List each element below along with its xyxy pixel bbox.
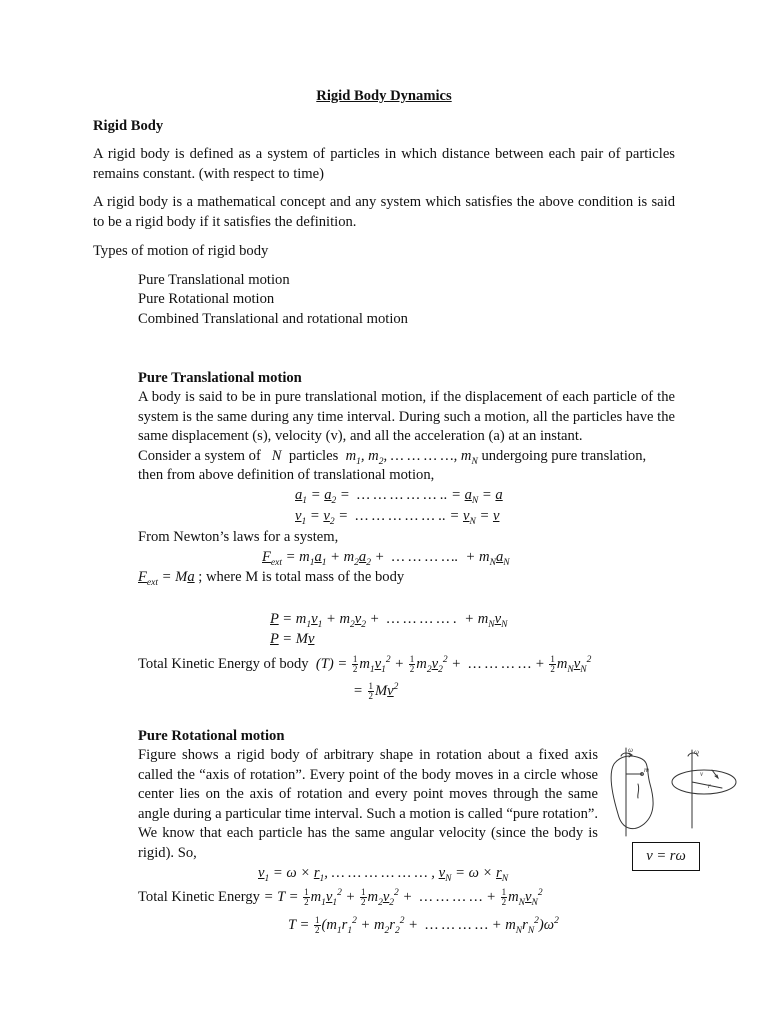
formula-box: v = rω — [632, 842, 700, 871]
equation-momentum-total: P = Mv — [270, 631, 315, 647]
paragraph-definition: A rigid body is defined as a system of particles in which distance between each pair of particles remains constant. (with respect to time) — [93, 146, 675, 182]
equation-momentum-sum: $P = m_1v_1 + m_2v_2$ + … … … … . + $m_Nv_N$ — [270, 611, 508, 630]
rigid-body-rotation-figure — [604, 744, 744, 840]
paragraph-translational: A body is said to be in pure translational motion, if the displacement of each particle of the system is the same during any time interval. During such a motion, all the particles have the same displacement (s), velocity (v), and all the acceleration (a) at an instant. — [138, 389, 675, 445]
equation-kinetic-total: = $\frac{1}{2}$ Mv$^2$ — [353, 681, 399, 702]
svg-text:ω: ω — [694, 748, 699, 756]
equation-rotational-velocity: $v_1 = \omega \times r_1$, … … … … … … , $v_N = \omega \times r_N$ — [258, 865, 509, 884]
section-heading-rotational: Pure Rotational motion — [138, 728, 285, 744]
then-line: then from above definition of translational motion, — [138, 467, 435, 483]
newton-line: From Newton’s laws for a system, — [138, 529, 339, 545]
equation-kinetic-rotational: Total Kinetic Energy = T = $\frac{1}{2}$ $m_1v_1^2$ + $\frac{1}{2}$ $m_2v_2^2$ + … … … … + $\frac{1}{2}$ $m_Nv_N^2$ — [138, 887, 543, 908]
equation-kinetic-inertia: T = $\frac{1}{2}$ ($m_1r_1^2 + m_2r_2^2$ + … … … … + $m_Nr_N^2)\omega^2$ — [288, 915, 559, 936]
equation-kinetic-translational: Total Kinetic Energy of body (T) = $\frac{1}{2}$ $m_1v_1^2$ + $\frac{1}{2}$ $m_2v_2^2$ + … … … … + $\frac{1}{2}$ $m_Nv_N^2$ — [138, 654, 592, 675]
consider-line: Consider a system of N particles $m_1$, $m_2$, … … … …, $m_N$ undergoing pure translation, — [138, 448, 647, 467]
types-intro: Types of motion of rigid body — [93, 243, 269, 259]
svg-text:r: r — [708, 782, 711, 790]
equation-acceleration: $a_1 = a_2$ = … … … … … .. = $a_N = a$ — [295, 487, 503, 506]
equation-force-total: $F_{ext} = Ma$ ; where M is total mass of the body — [138, 569, 405, 588]
svg-text:ω: ω — [628, 746, 633, 754]
type-item-rotational: Pure Rotational motion — [138, 291, 275, 307]
svg-text:m: m — [644, 766, 650, 774]
equation-force-sum: $F_{ext} = m_1a_1 + m_2a_2$ + … … … …. + $m_Na_N$ — [262, 549, 510, 568]
svg-text:v: v — [700, 770, 704, 778]
section-heading-translational: Pure Translational motion — [138, 370, 302, 386]
type-item-translational: Pure Translational motion — [138, 272, 290, 288]
paragraph-concept: A rigid body is a mathematical concept and any system which satisfies the above condition is said to be a rigid body if it satisfies the definition. — [93, 194, 675, 230]
paragraph-rotational: Figure shows a rigid body of arbitrary shape in rotation about a fixed axis called the “axis of rotation”. Every point of the body moves in a circle whose center lies on the axis of rotation and every point moves through the same angle during a particular time interval. Such a motion is called “pure rotation”. We know that each particle has the same angular velocity (since the body is rigid). So, — [138, 747, 598, 861]
type-item-combined: Combined Translational and rotational motion — [138, 311, 408, 327]
equation-velocity: $v_1 = v_2$ = … … … … … .. = $v_N = v$ — [295, 508, 500, 527]
page-title: Rigid Body Dynamics — [316, 88, 452, 104]
section-heading-rigid-body: Rigid Body — [93, 118, 164, 134]
